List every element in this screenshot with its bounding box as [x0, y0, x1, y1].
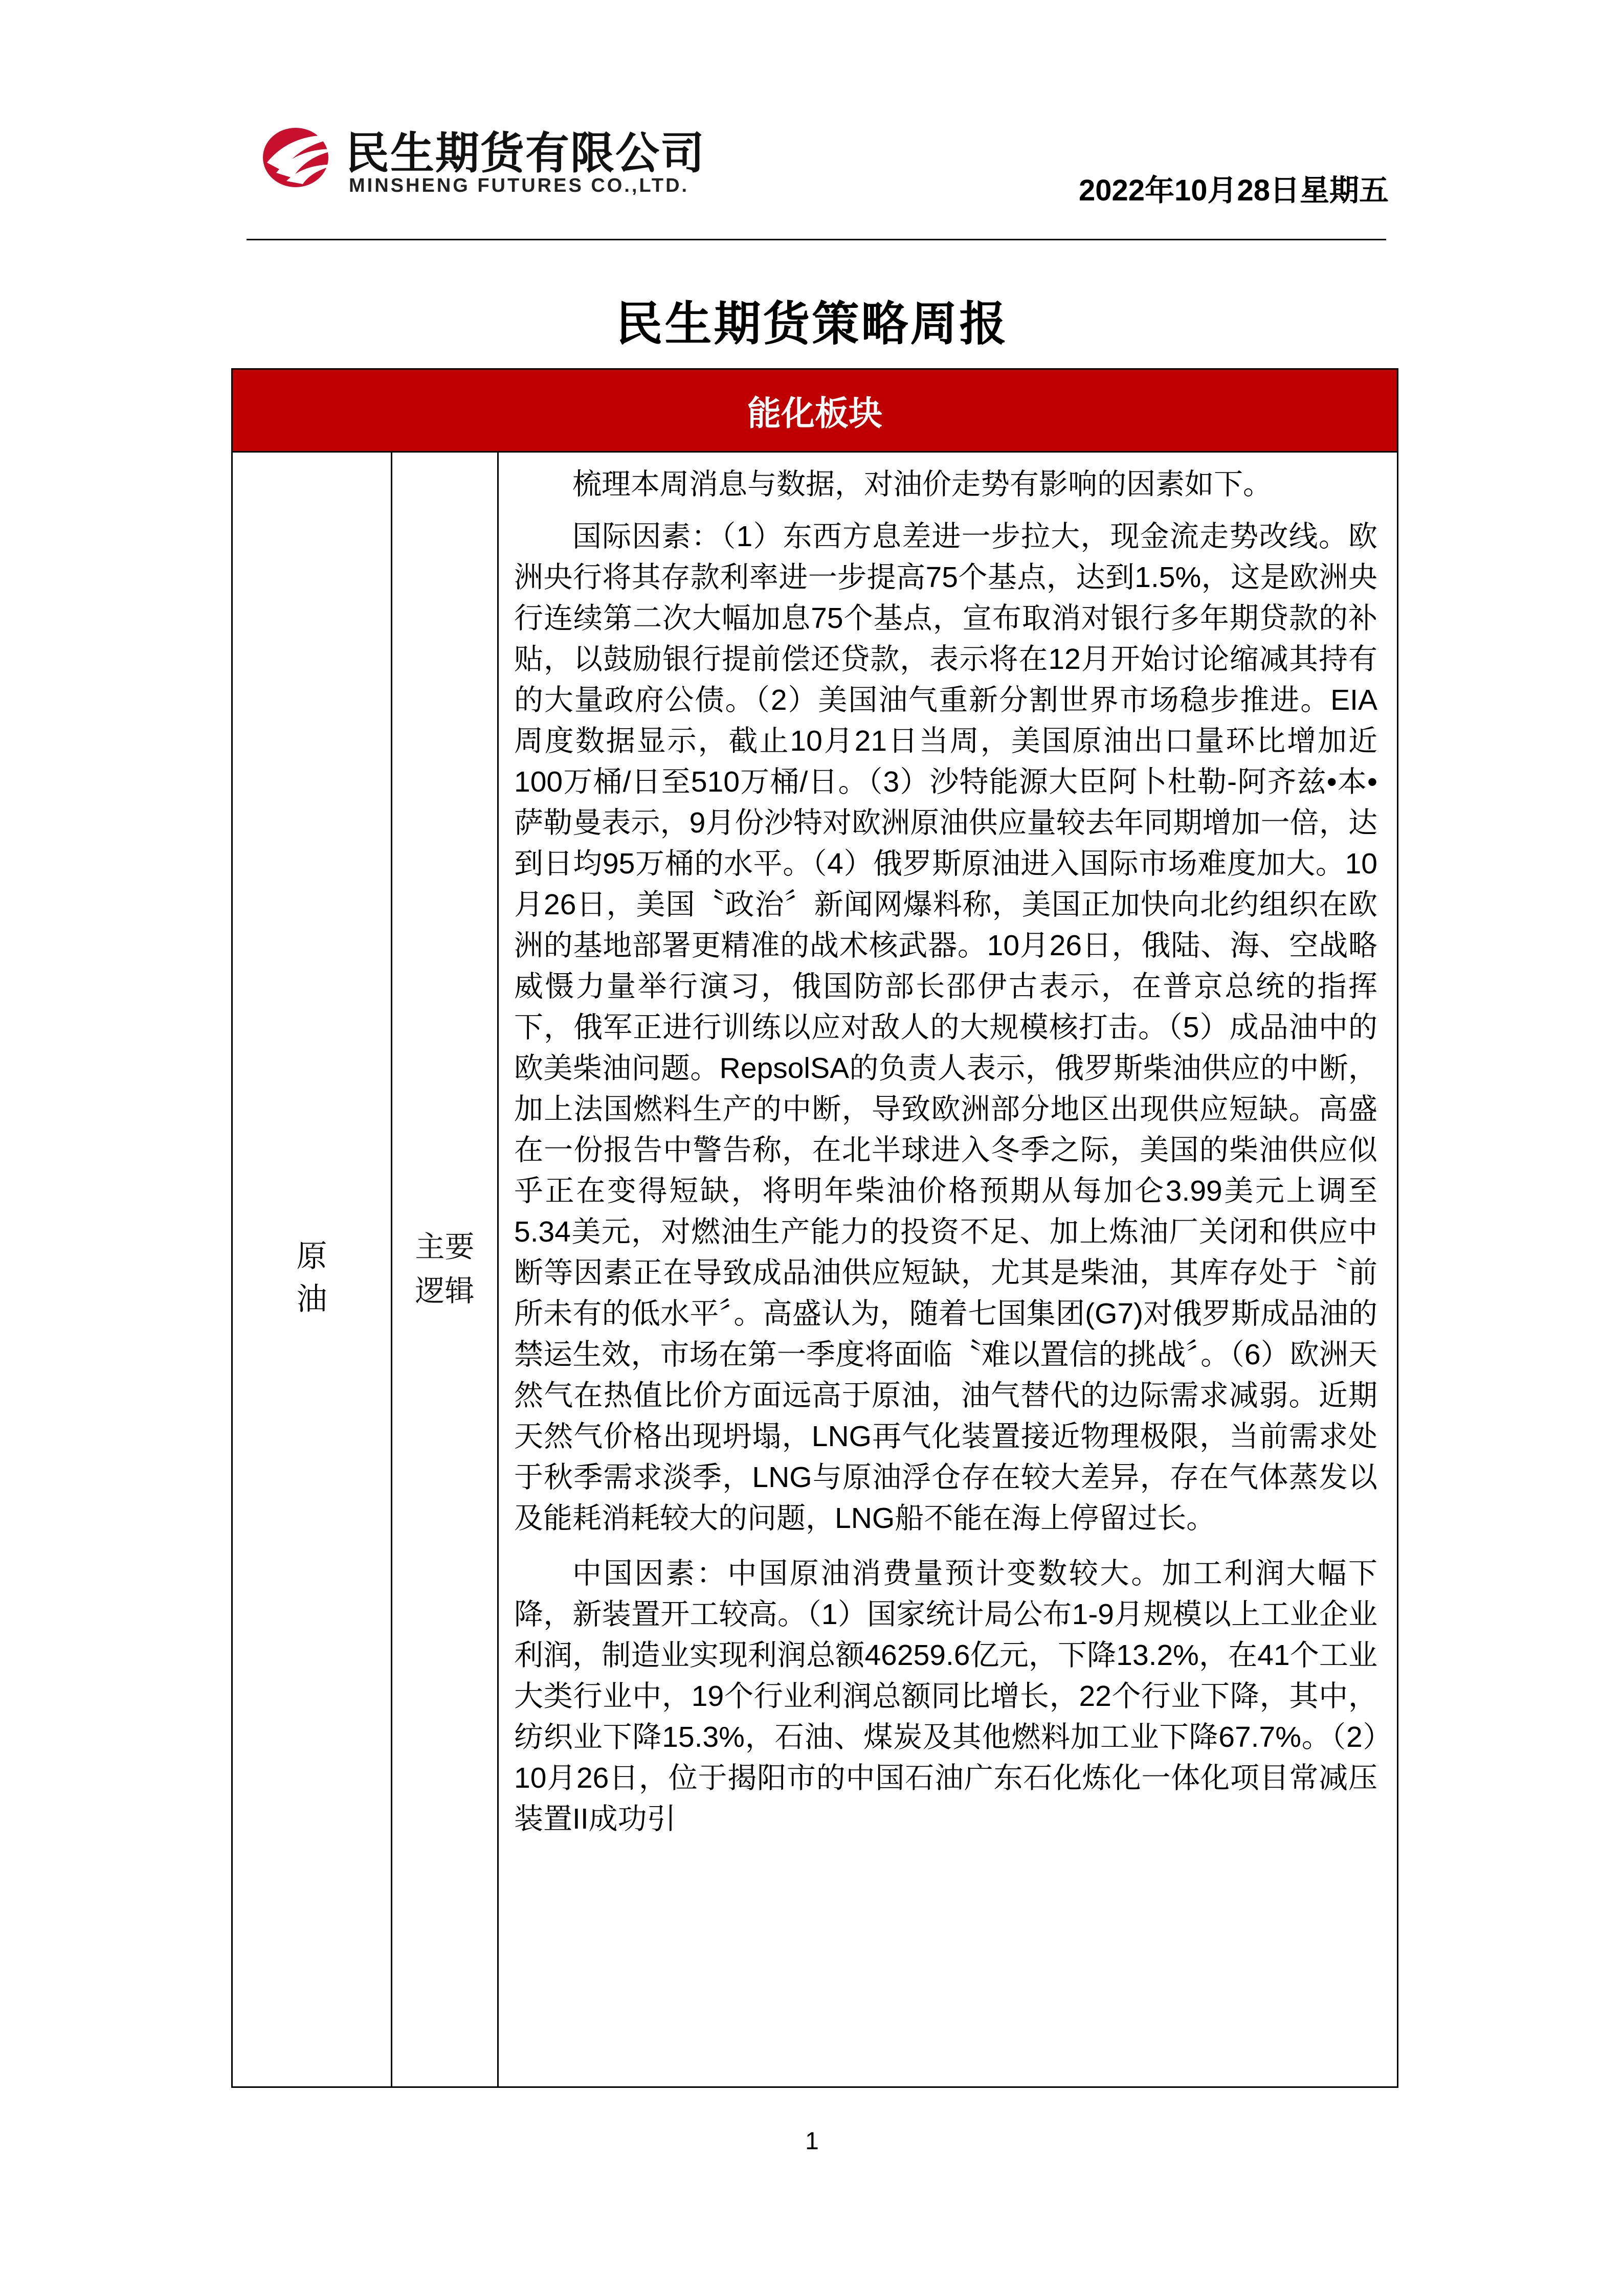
paragraph-intro: 梳理本周消息与数据，对油价走势有影响的因素如下。 [572, 468, 1272, 501]
content-body [499, 464, 1397, 1839]
report-date: 2022年10月28日星期五 [1078, 174, 1389, 207]
header-divider [247, 239, 1386, 240]
company-name-en: MINSHENG FUTURES CO.,LTD. [349, 175, 689, 196]
company-logo [256, 118, 767, 205]
paragraph-international: 国际因素：（1）东西方息差进一步拉大，现金流走势改线。欧洲央行将其存款利率进一步提高75个基点，达到1.5%，这是欧洲央行连续第二次大幅加息75个基点，宣布取消对银行多年期贷款的补贴，以鼓励银行提前偿还贷款，表示将在12月开始讨论缩减其持有的大量政府公债。（2）美国油气重新分割世界市场稳步推进。EIA周度数据显示，截止10月21日当周，美国原油出口量环比增加近100万桶/日至510万桶/日。（3）沙特能源大臣阿卜杜勒-阿齐兹•本•萨勒曼表示，9月份沙特对欧洲原油供应量较去年同期增加一倍，达到日均95万桶的水平。（4）俄罗斯原油进入国际市场难度加大。10月26日，美国〝政治〞新闻网爆料称，美国正加快向北约组织在欧洲的基地部署更精准的战术核武器。10月26日，俄陆、海、空战略威慑力量举行演习，俄国防部长邵伊古表示，在普京总统的指挥下，俄军正进行训练以应对敌人的大规模核打击。（5）成品油中的欧美柴油问题。RepsolSA的负责人表示，俄罗斯柴油供应的中断，加上法国燃料生产的中断，导致欧洲部分地区出现供应短缺。高盛在一份报告中警告称，在北半球进入冬季之际，美国的柴油供应似乎正在变得短缺，将明年柴油价格预期从每加仑3.99美元上调至5.34美元，对燃油生产能力的投资不足、加上炼油厂关闭和供应中断等因素正在导致成品油供应短缺，尤其是柴油，其库存处于〝前所未有的低水平〞。高盛认为，随着七国集团(G7)对俄罗斯成品油的禁运生效，市场在第一季度将面临〝难以置信的挑战〞。（6）欧洲天然气在热值比价方面远高于原油，油气替代的边际需求减弱。近期天然气价格出现坍塌，LNG再气化装置接近物理极限，当前需求处于秋季需求淡季，LNG与原油浮仓存在较大差异，存在气体蒸发以及能耗消耗较大的问题，LNG船不能在海上停留过长。 [514, 520, 1377, 1535]
category-label: 原 油 [296, 1239, 327, 1317]
page-number: 1 [805, 2128, 819, 2155]
subcategory-label: 主要 逻辑 [415, 1229, 475, 1308]
category-cell [233, 453, 392, 2086]
report-title: 民生期货策略周报 [615, 298, 1009, 350]
strategy-table [231, 453, 1398, 2088]
subcategory-cell [392, 453, 499, 2086]
minsheng-logo-icon [256, 118, 343, 194]
content-cell [499, 453, 1397, 2086]
company-name-cn: 民生期货有限公司 [345, 129, 705, 178]
paragraph-china: 中国因素：中国原油消费量预计变数较大。加工利润大幅下降，新装置开工较高。（1）国家统计局公布1-9月规模以上工业企业利润，制造业实现利润总额46259.6亿元，下降13.2%，在41个工业大类行业中，19个行业利润总额同比增长，22个行业下降，其中，纺织业下降15.3%，石油、煤炭及其他燃料加工业下降67.7%。（2）10月26日，位于揭阳市的中国石油广东石化炼化一体化项目常减压装置II成功引 [514, 1557, 1377, 1835]
section-header: 能化板块 [231, 368, 1398, 453]
